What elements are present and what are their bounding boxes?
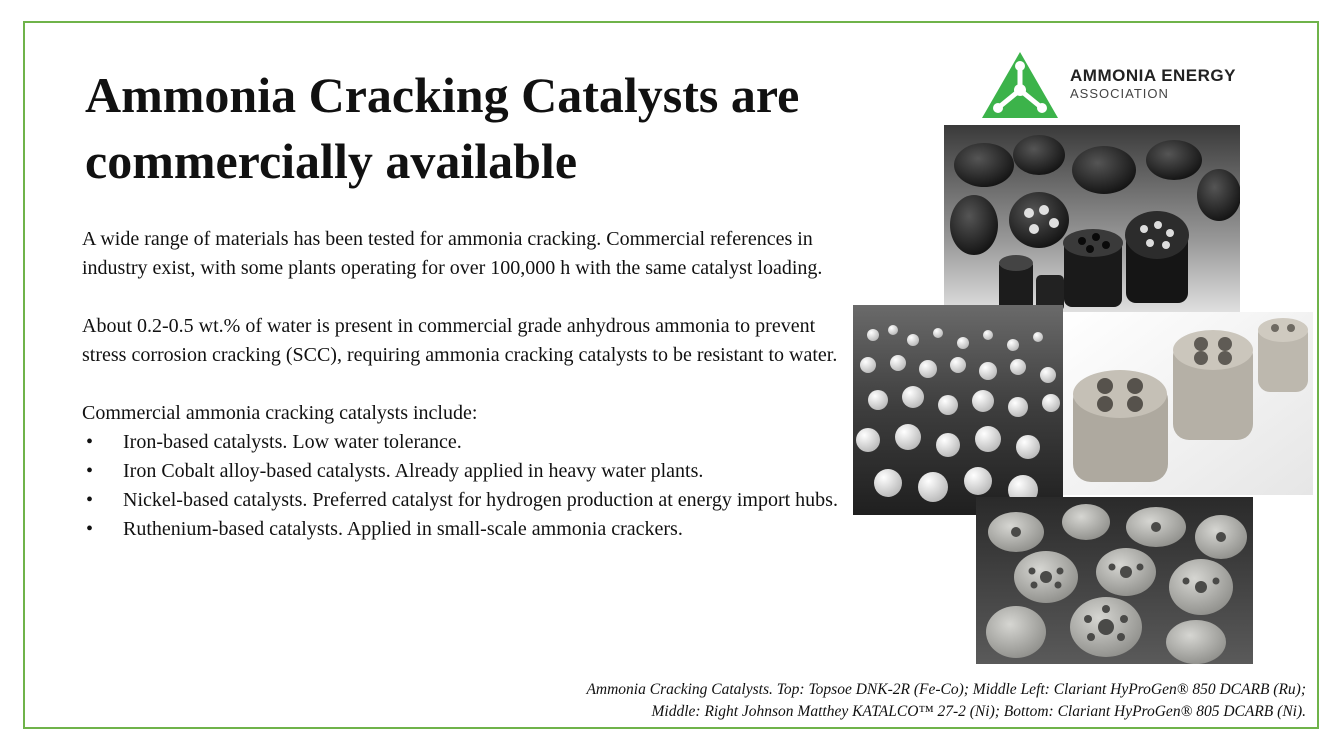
list-item-text: Ruthenium-based catalysts. Applied in small-scale ammonia crackers. xyxy=(123,518,683,540)
bullet-icon: • xyxy=(86,489,94,511)
ammonia-energy-association-logo xyxy=(982,50,1282,120)
logo-name-line-2: ASSOCIATION xyxy=(1070,86,1169,101)
catalyst-list xyxy=(82,428,842,544)
caption-line-2: Middle: Right Johnson Matthey KATALCO™ 27-2 (Ni); Bottom: Clariant HyProGen® 805 DCARB (Ni). xyxy=(651,703,1306,720)
bullet-icon: • xyxy=(86,518,94,540)
photo-black-pellets xyxy=(944,125,1240,321)
list-item xyxy=(82,515,842,544)
paragraph-water: About 0.2-0.5 wt.% of water is present in commercial grade anhydrous ammonia to prevent stress corrosion cracking (SCC), requiring ammonia cracking catalysts to be resistant to water. xyxy=(82,315,838,366)
photo-white-spheres xyxy=(853,305,1063,515)
title-line-1: Ammonia Cracking Catalysts are xyxy=(85,67,800,123)
body-text xyxy=(82,225,842,544)
list-item-text: Iron-based catalysts. Low water tolerance. xyxy=(123,431,462,453)
list-item xyxy=(82,457,842,486)
image-caption xyxy=(406,679,1306,723)
triangle-logo-icon xyxy=(982,50,1062,120)
logo-name-line-1: AMMONIA ENERGY xyxy=(1070,66,1236,85)
list-item xyxy=(82,428,842,457)
photo-grey-rings xyxy=(1063,312,1313,495)
bullet-icon: • xyxy=(86,431,94,453)
bullet-icon: • xyxy=(86,460,94,482)
title-line-2: commercially available xyxy=(85,133,578,189)
paragraph-intro: A wide range of materials has been tested for ammonia cracking. Commercial references in industry exist, with some plants operating for over 100,000 h with the same catalyst loading. xyxy=(82,228,823,279)
list-item-text: Nickel-based catalysts. Preferred catalyst for hydrogen production at energy import hubs. xyxy=(123,489,838,511)
slide-title xyxy=(85,62,905,194)
photo-grey-cylinders xyxy=(976,497,1253,664)
list-item-text: Iron Cobalt alloy-based catalysts. Already applied in heavy water plants. xyxy=(123,460,704,482)
list-item xyxy=(82,486,842,515)
list-intro: Commercial ammonia cracking catalysts include: xyxy=(82,402,478,424)
caption-line-1: Ammonia Cracking Catalysts. Top: Topsoe DNK-2R (Fe-Co); Middle Left: Clariant HyProGen® 850 DCARB (Ru); xyxy=(586,681,1306,698)
